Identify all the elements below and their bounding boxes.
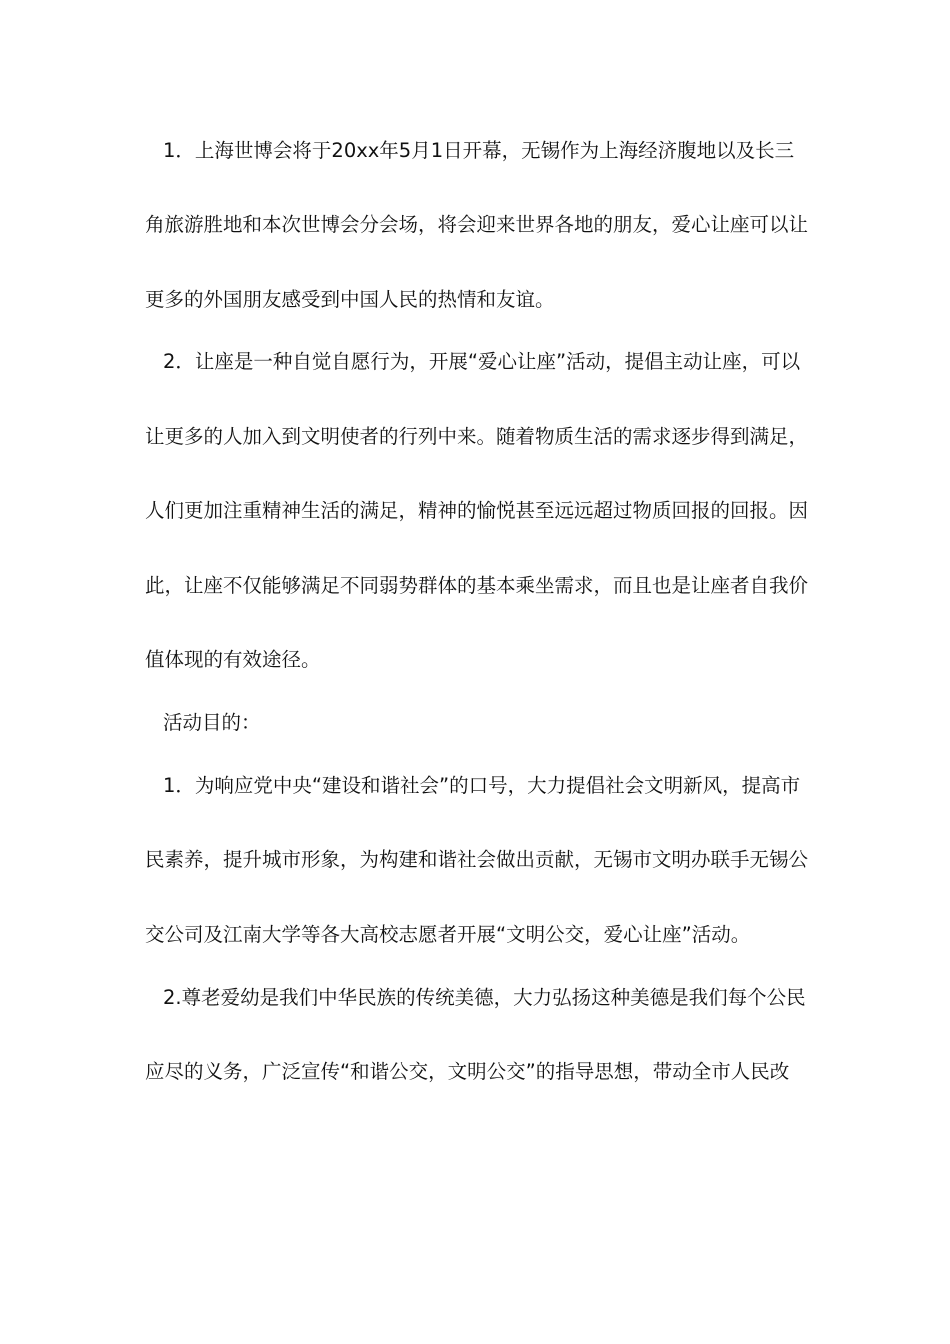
- paragraph-1-line-1: 1．上海世博会将于20xx年5月1日开幕，无锡作为上海经济腹地以及长三: [163, 139, 795, 162]
- paragraph-3-line-2: 民素养，提升城市形象，为构建和谐社会做出贡献，无锡市文明办联手无锡公: [145, 848, 809, 871]
- paragraph-3-line-3: 交公司及江南大学等各大高校志愿者开展“文明公交，爱心让座”活动。: [145, 923, 751, 946]
- paragraph-2-line-3: 人们更加注重精神生活的满足，精神的愉悦甚至远远超过物质回报的回报。因: [145, 499, 809, 522]
- paragraph-4-line-1: 2.尊老爱幼是我们中华民族的传统美德，大力弘扬这种美德是我们每个公民: [163, 986, 806, 1009]
- paragraph-2-line-2: 让更多的人加入到文明使者的行列中来。随着物质生活的需求逐步得到满足，: [145, 425, 809, 448]
- paragraph-2-line-1: 2．让座是一种自觉自愿行为，开展“爱心让座”活动，提倡主动让座，可以: [163, 350, 801, 373]
- paragraph-1-line-3: 更多的外国朋友感受到中国人民的热情和友谊。: [145, 288, 555, 311]
- paragraph-4-line-2: 应尽的义务，广泛宣传“和谐公交，文明公交”的指导思想，带动全市人民改: [145, 1060, 790, 1083]
- paragraph-2-line-4: 此，让座不仅能够满足不同弱势群体的基本乘坐需求，而且也是让座者自我价: [145, 574, 809, 597]
- section-heading: 活动目的：: [163, 711, 261, 734]
- paragraph-2-line-5: 值体现的有效途径。: [145, 648, 321, 671]
- paragraph-1-line-2: 角旅游胜地和本次世博会分会场，将会迎来世界各地的朋友，爱心让座可以让: [145, 213, 809, 236]
- paragraph-3-line-1: 1．为响应党中央“建设和谐社会”的口号，大力提倡社会文明新风，提高市: [163, 774, 801, 797]
